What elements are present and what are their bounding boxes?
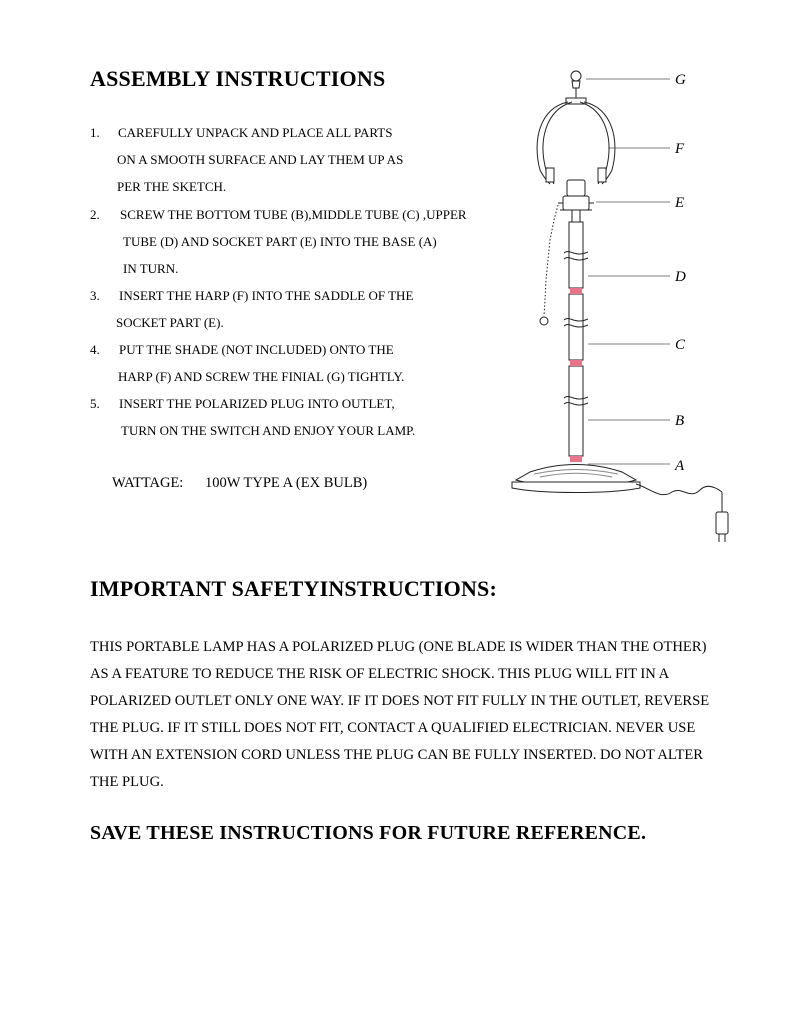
- plug-icon: [716, 512, 728, 534]
- step-number: 2.: [90, 207, 100, 222]
- step-number: 5.: [90, 396, 100, 411]
- step-line: SCREW THE BOTTOM TUBE (B),MIDDLE TUBE (C) ,UPPER: [120, 207, 467, 222]
- diagram-label-b: B: [675, 413, 685, 429]
- safety-line: WITH AN EXTENSION CORD UNLESS THE PLUG CAN BE FULLY INSERTED. DO NOT ALTER: [90, 747, 704, 763]
- diagram-label-f: F: [675, 141, 685, 157]
- diagram-label-a: A: [675, 458, 685, 474]
- diagram-label-c: C: [675, 337, 686, 353]
- safety-line: AS A FEATURE TO REDUCE THE RISK OF ELECTRIC SHOCK. THIS PLUG WILL FIT IN A: [90, 666, 670, 682]
- save-instructions-heading: SAVE THESE INSTRUCTIONS FOR FUTURE REFERENCE.: [90, 822, 647, 844]
- leader-lines: [586, 79, 670, 464]
- step-line: PER THE SKETCH.: [117, 179, 227, 194]
- safety-line: THIS PORTABLE LAMP HAS A POLARIZED PLUG (ONE BLADE IS WIDER THAN THE OTHER): [90, 639, 707, 655]
- step-line: HARP (F) AND SCREW THE FINIAL (G) TIGHTLY.: [118, 369, 405, 384]
- step-4: [90, 336, 404, 390]
- diagram-label-g: G: [675, 72, 686, 88]
- step-line: INSERT THE HARP (F) INTO THE SADDLE OF THE: [119, 288, 414, 303]
- finial-part: [571, 71, 581, 100]
- step-number: 1.: [90, 125, 100, 140]
- socket-part: [558, 180, 594, 210]
- diagram-label-e: E: [675, 195, 685, 211]
- step-line: TUBE (D) AND SOCKET PART (E) INTO THE BASE (A): [123, 234, 437, 249]
- step-3: [90, 282, 413, 336]
- safety-line: POLARIZED OUTLET ONLY ONE WAY. IF IT DOES NOT FIT FULLY IN THE OUTLET, REVERSE: [90, 693, 710, 709]
- middle-tube-part: [564, 294, 588, 360]
- power-cord: [636, 484, 722, 495]
- wattage-value: 100W TYPE A (EX BULB): [205, 475, 368, 491]
- lamp-assembly-diagram: [500, 60, 730, 550]
- step-line: PUT THE SHADE (NOT INCLUDED) ONTO THE: [119, 342, 394, 357]
- harp-part: [537, 98, 615, 184]
- step-line: SOCKET PART (E).: [116, 315, 224, 330]
- step-number: 3.: [90, 288, 100, 303]
- base-part: [512, 465, 640, 493]
- pull-chain: [544, 205, 558, 316]
- step-line: INSERT THE POLARIZED PLUG INTO OUTLET,: [119, 396, 395, 411]
- step-line: CAREFULLY UNPACK AND PLACE ALL PARTS: [118, 125, 393, 140]
- step-line: IN TURN.: [123, 261, 179, 276]
- safety-line: THE PLUG.: [90, 774, 164, 790]
- step-line: TURN ON THE SWITCH AND ENJOY YOUR LAMP.: [121, 423, 416, 438]
- step-5: [90, 390, 415, 444]
- safety-paragraph: [90, 634, 709, 796]
- wattage-label: WATTAGE:: [112, 475, 184, 491]
- safety-heading: IMPORTANT SAFETYINSTRUCTIONS:: [90, 576, 497, 601]
- step-number: 4.: [90, 342, 100, 357]
- step-line: ON A SMOOTH SURFACE AND LAY THEM UP AS: [117, 152, 404, 167]
- assembly-heading: ASSEMBLY INSTRUCTIONS: [90, 66, 386, 91]
- pull-chain-knob: [540, 317, 548, 325]
- safety-line: THE PLUG. IF IT STILL DOES NOT FIT, CONTACT A QUALIFIED ELECTRICIAN. NEVER USE: [90, 720, 696, 736]
- step-2: [90, 201, 467, 282]
- step-1: [90, 119, 403, 200]
- bottom-tube-part: [564, 366, 588, 456]
- diagram-label-d: D: [675, 269, 686, 285]
- upper-tube-part: [564, 210, 588, 288]
